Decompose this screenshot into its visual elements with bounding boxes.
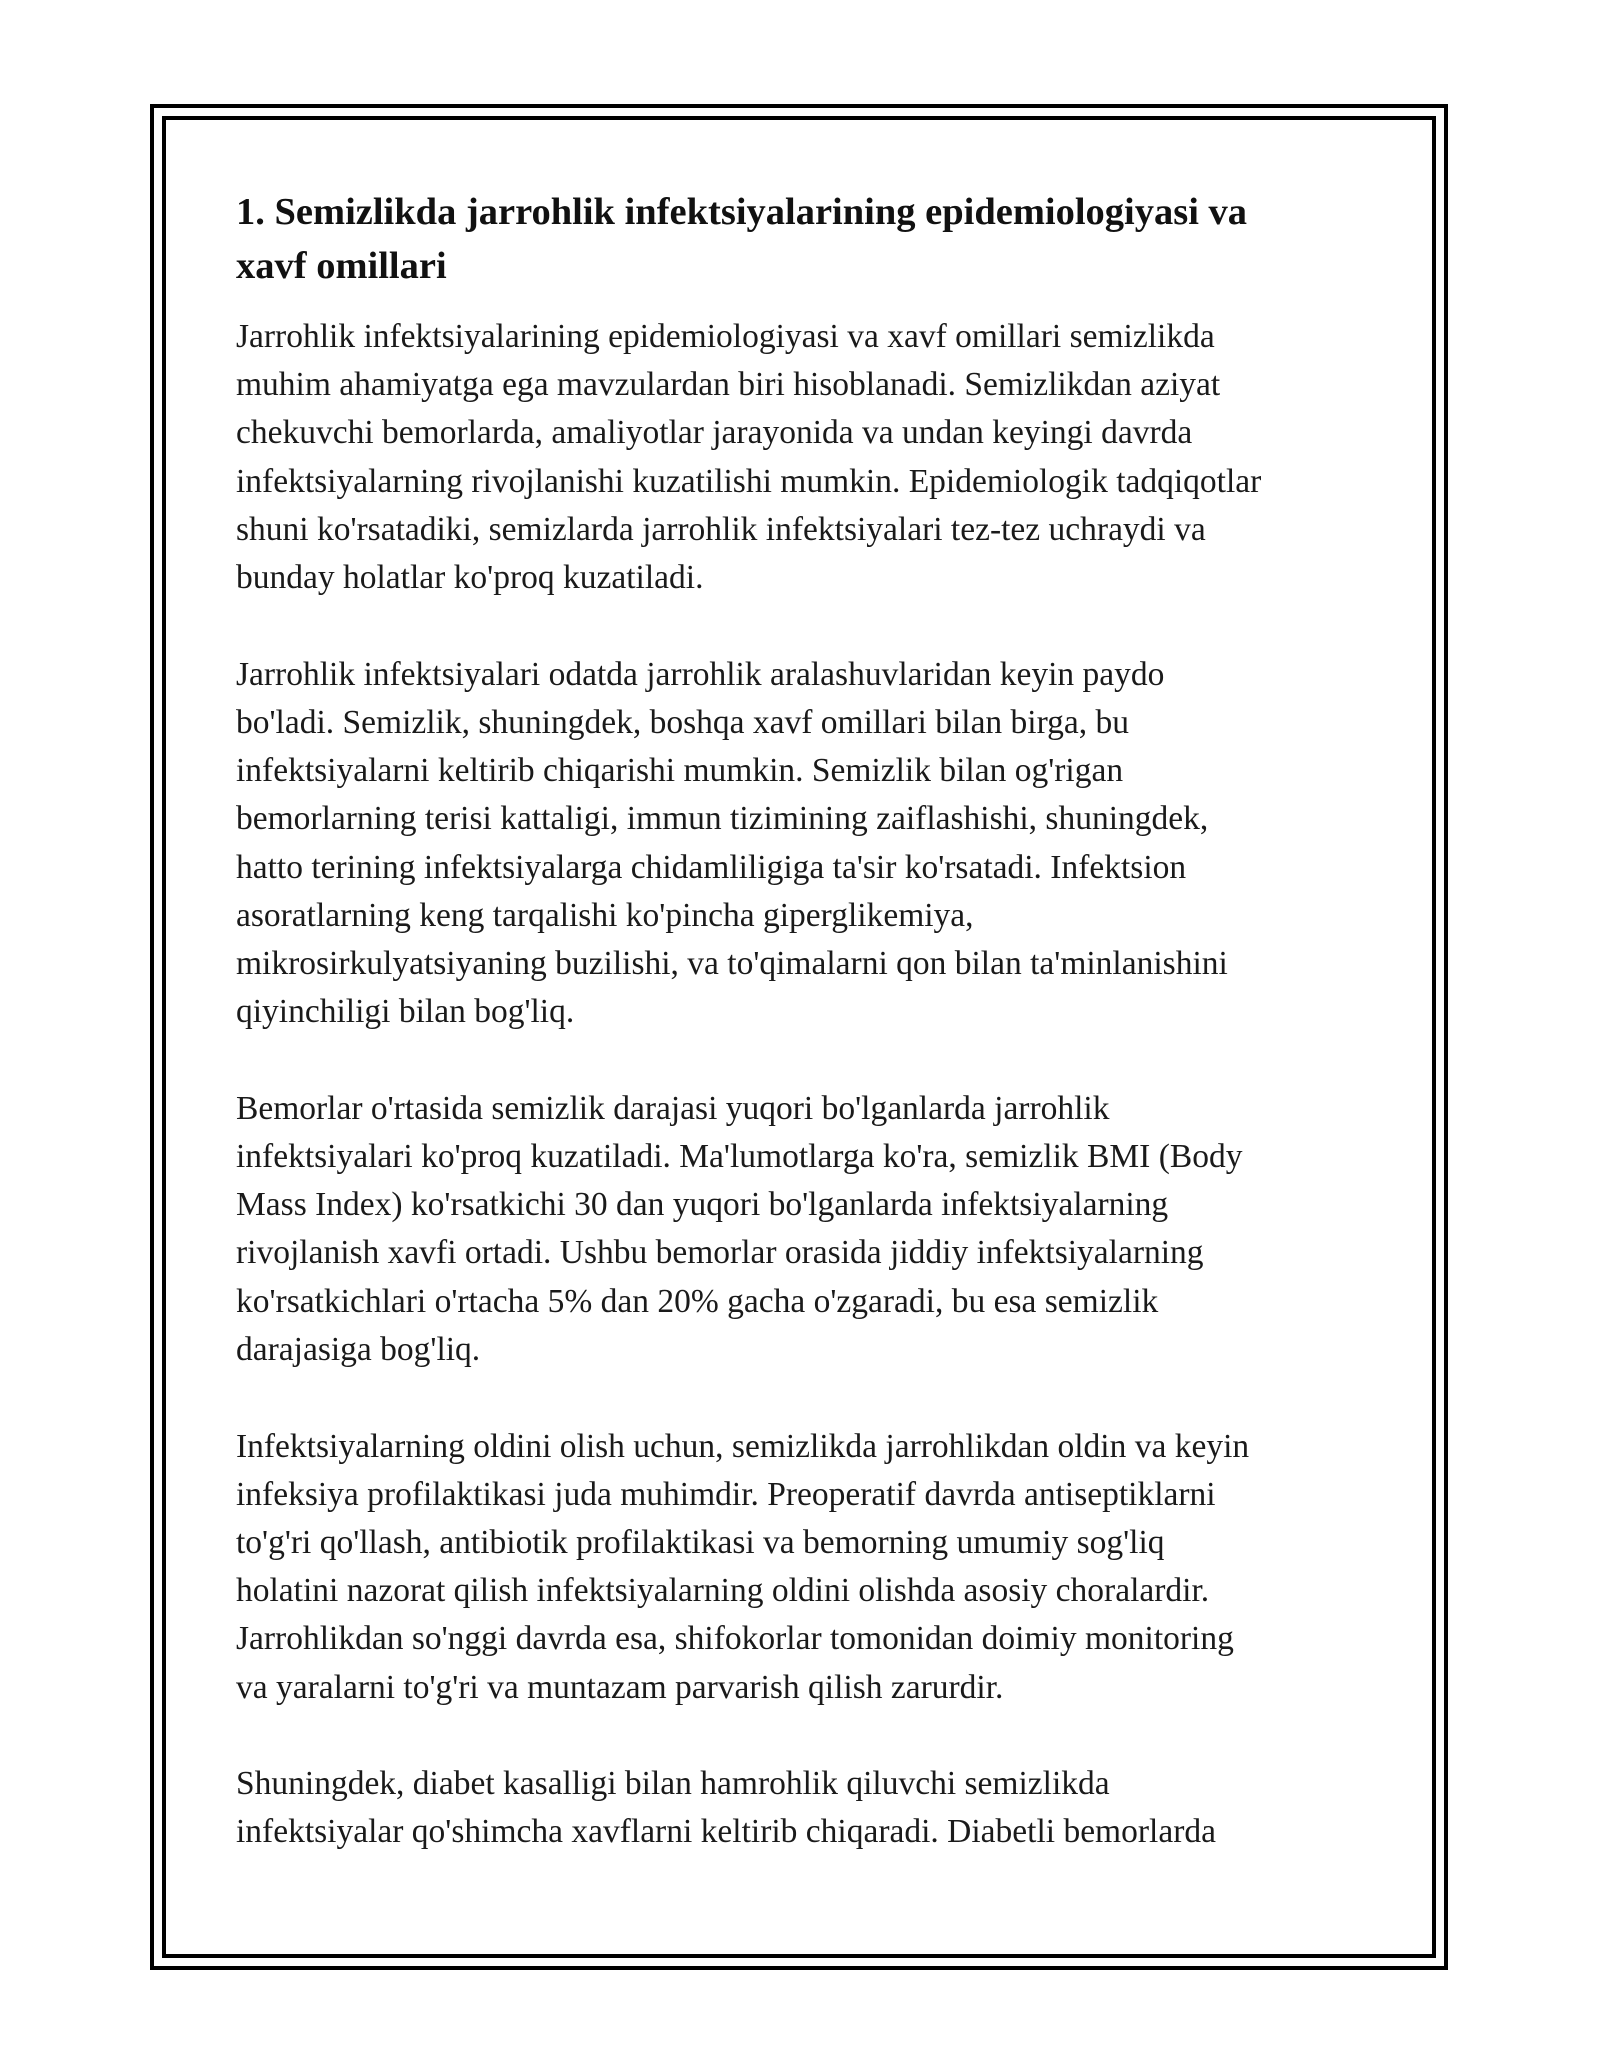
text-line: Infektsiyalarning oldini olish uchun, semizlikda jarrohlikdan oldin va keyin bbox=[236, 1427, 1250, 1465]
text-line: ko'rsatkichlari o'rtacha 5% dan 20% gacha o'zgaradi, bu esa semizlik bbox=[236, 1282, 1159, 1320]
text-line: hatto terining infektsiyalarga chidamliligiga ta'sir ko'rsatadi. Infektsion bbox=[236, 848, 1187, 886]
text-line: darajasiga bog'liq. bbox=[236, 1330, 481, 1368]
text-line: Jarrohlikdan so'nggi davrda esa, shifokorlar tomonidan doimiy monitoring bbox=[236, 1620, 1234, 1658]
text-line: qiyinchiligi bilan bog'liq. bbox=[236, 993, 575, 1031]
heading-line: xavf omillari bbox=[236, 245, 447, 287]
paragraph-4 bbox=[236, 1423, 1386, 1712]
text-line: infektsiyalari ko'proq kuzatiladi. Ma'lumotlarga ko'ra, semizlik BMI (Body bbox=[236, 1138, 1243, 1176]
document-body bbox=[236, 185, 1386, 1905]
text-line: asoratlarning keng tarqalishi ko'pincha giperglikemiya, bbox=[236, 896, 974, 934]
text-line: rivojlanish xavfi ortadi. Ushbu bemorlar orasida jiddiy infektsiyalarning bbox=[236, 1234, 1204, 1272]
text-line: infektsiyalarni keltirib chiqarishi mumkin. Semizlik bilan og'rigan bbox=[236, 752, 1124, 790]
text-line: holatini nazorat qilish infektsiyalarning oldini olishda asosiy choralardir. bbox=[236, 1572, 1210, 1610]
paragraph-2 bbox=[236, 651, 1386, 1037]
text-line: Jarrohlik infektsiyalari odatda jarrohlik aralashuvlaridan keyin paydo bbox=[236, 655, 1165, 693]
text-line: chekuvchi bemorlarda, amaliyotlar jarayonida va undan keyingi davrda bbox=[236, 414, 1193, 452]
text-line: bemorlarning terisi kattaligi, immun tizimining zaiflashishi, shuningdek, bbox=[236, 800, 1209, 838]
heading-line: 1. Semizlikda jarrohlik infektsiyalarining epidemiologiyasi va bbox=[236, 191, 1248, 233]
text-line: va yaralarni to'g'ri va muntazam parvarish qilish zarurdir. bbox=[236, 1668, 1004, 1706]
text-line: Jarrohlik infektsiyalarining epidemiologiyasi va xavf omillari semizlikda bbox=[236, 318, 1215, 355]
paragraph-3 bbox=[236, 1085, 1386, 1374]
text-line: Mass Index) ko'rsatkichi 30 dan yuqori bo'lganlarda infektsiyalarning bbox=[236, 1186, 1169, 1224]
text-line: bunday holatlar ko'proq kuzatiladi. bbox=[236, 559, 704, 597]
section-heading bbox=[236, 185, 1386, 293]
text-line: shuni ko'rsatadiki, semizlarda jarrohlik infektsiyalari tez-tez uchraydi va bbox=[236, 510, 1206, 548]
text-line: infektsiyalarning rivojlanishi kuzatilishi mumkin. Epidemiologik tadqiqotlar bbox=[236, 462, 1262, 500]
text-line: muhim ahamiyatga ega mavzulardan biri hisoblanadi. Semizlikdan aziyat bbox=[236, 366, 1221, 404]
paragraph-5 bbox=[236, 1760, 1386, 1856]
text-line: Shuningdek, diabet kasalligi bilan hamrohlik qiluvchi semizlikda bbox=[236, 1765, 1110, 1803]
paragraph-1 bbox=[236, 313, 1386, 602]
text-line: infektsiyalar qo'shimcha xavflarni keltirib chiqaradi. Diabetli bemorlarda bbox=[236, 1813, 1216, 1851]
text-line: bo'ladi. Semizlik, shuningdek, boshqa xavf omillari bilan birga, bu bbox=[236, 703, 1130, 741]
text-line: infeksiya profilaktikasi juda muhimdir. Preoperatif davrda antiseptiklarni bbox=[236, 1475, 1216, 1513]
text-line: to'g'ri qo'llash, antibiotik profilaktikasi va bemorning umumiy sog'liq bbox=[236, 1523, 1165, 1561]
text-line: mikrosirkulyatsiyaning buzilishi, va to'qimalarni qon bilan ta'minlanishini bbox=[236, 944, 1228, 982]
text-line: Bemorlar o'rtasida semizlik darajasi yuqori bo'lganlarda jarrohlik bbox=[236, 1089, 1110, 1127]
